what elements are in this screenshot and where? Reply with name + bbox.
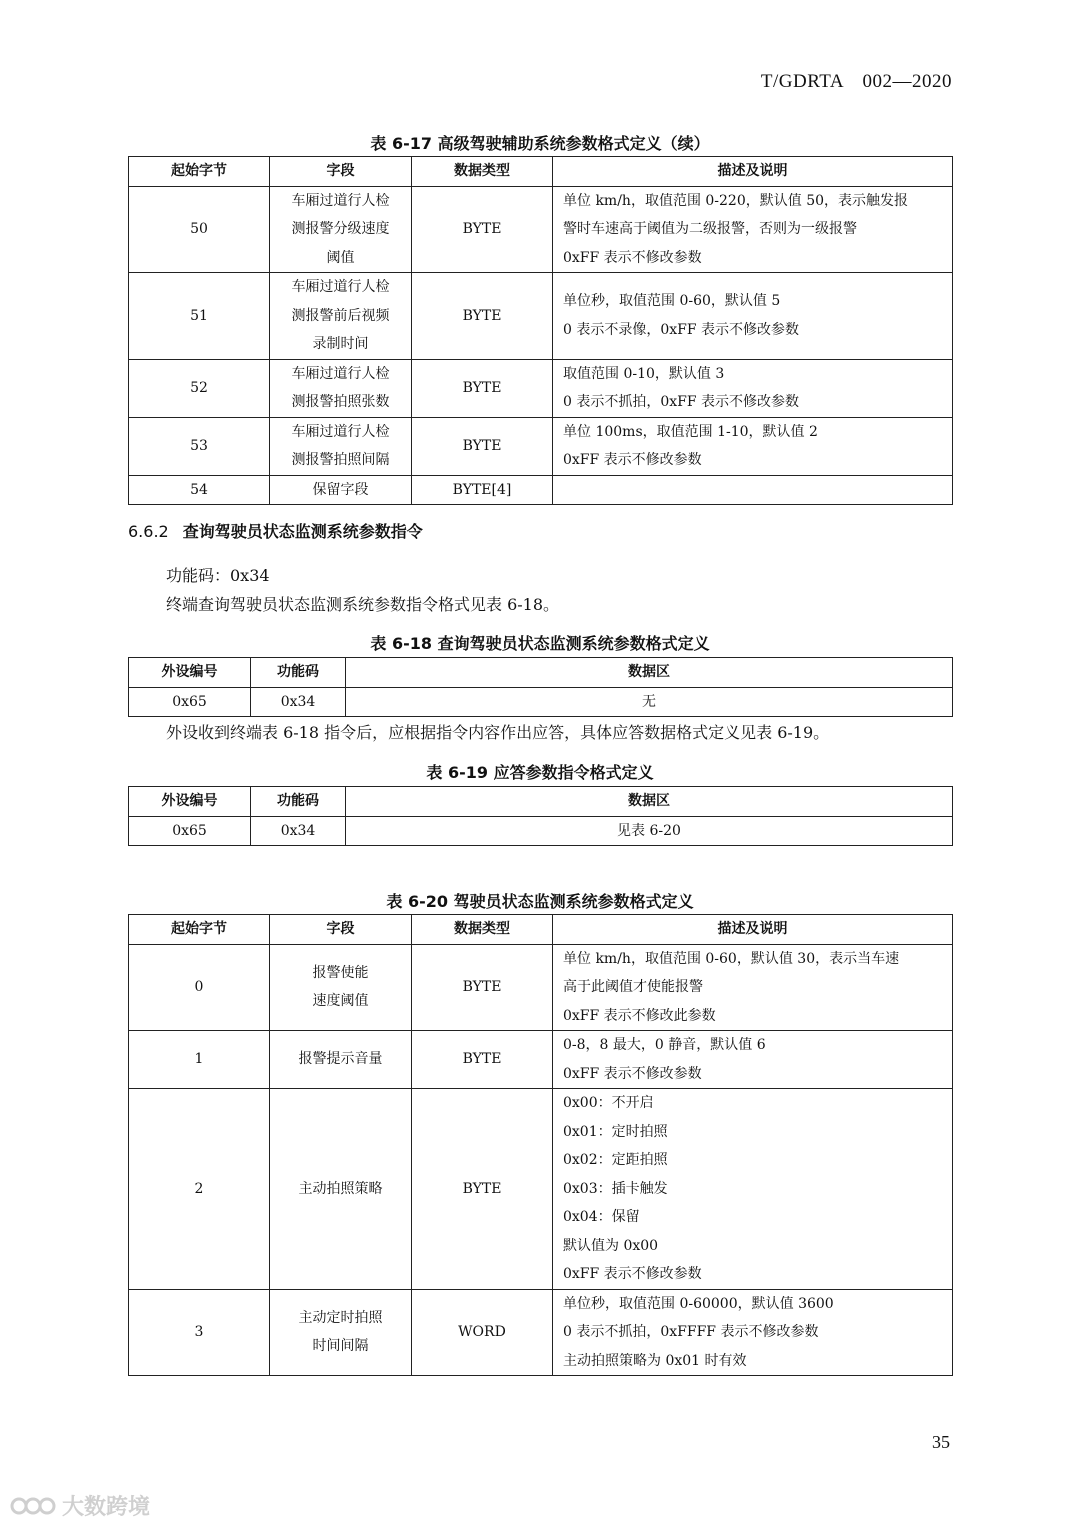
cell-start-byte: 53 <box>129 417 270 475</box>
description-line: 0xFF 表示不修改参数 <box>563 1065 702 1082</box>
description-line: 单位秒，取值范围 0-60000，默认值 3600 <box>563 1295 834 1312</box>
field-line: 测报警拍照张数 <box>291 394 390 410</box>
table-row <box>129 1089 953 1290</box>
table-6-20 <box>128 914 953 1376</box>
table-row <box>129 186 953 273</box>
field-line: 报警使能 <box>312 964 369 981</box>
cell-start-byte: 51 <box>129 273 270 360</box>
table-header-row <box>129 157 953 187</box>
func-code-line: 功能码：0x34 <box>166 566 270 585</box>
table-6-19-caption: 表 6-19 应答参数指令格式定义 <box>426 763 654 782</box>
cell-data-area: 见表 6-20 <box>346 816 953 846</box>
watermark-text: 大数跨境 <box>62 1495 151 1520</box>
cell-description <box>553 944 953 1031</box>
cell-description <box>553 475 953 505</box>
description-line: 单位 km/h，取值范围 0-60，默认值 30，表示当车速 <box>563 950 900 967</box>
description-line: 高于此阈值才使能报警 <box>563 979 703 995</box>
table-row <box>129 944 953 1031</box>
cell-data-type: BYTE <box>412 944 553 1031</box>
cell-field <box>270 944 412 1031</box>
cell-start-byte: 54 <box>129 475 270 505</box>
description-line: 取值范围 0-10，默认值 3 <box>563 365 725 382</box>
description-line: 0x04：保留 <box>563 1209 640 1225</box>
cell-data-type: BYTE <box>412 186 553 273</box>
field-line: 保留字段 <box>312 481 369 498</box>
description-line: 单位 km/h，取值范围 0-220，默认值 50，表示触发报 <box>563 192 909 209</box>
page-number: 35 <box>932 1432 950 1452</box>
col-header: 数据区 <box>346 658 953 688</box>
description-line: 0-8，8 最大，0 静音，默认值 6 <box>563 1037 766 1053</box>
field-line: 测报警前后视频 <box>291 307 390 324</box>
cell-description <box>553 1031 953 1089</box>
description-line: 0x02：定距拍照 <box>563 1152 668 1168</box>
cell-start-byte: 0 <box>129 944 270 1031</box>
field-line: 测报警分级速度 <box>291 221 390 237</box>
watermark <box>10 1490 150 1521</box>
col-header: 字段 <box>270 915 412 945</box>
table-6-17-caption: 表 6-17 高级驾驶辅助系统参数格式定义（续） <box>370 134 710 153</box>
cell-data-type: BYTE <box>412 273 553 360</box>
reply-paragraph: 外设收到终端表 6-18 指令后，应根据指令内容作出应答，具体应答数据格式定义见表 6-19。 <box>166 723 830 742</box>
cell-start-byte: 3 <box>129 1289 270 1376</box>
table-header-row <box>129 787 953 817</box>
cell-func-code: 0x34 <box>251 816 346 846</box>
field-line: 主动拍照策略 <box>298 1180 383 1197</box>
field-line: 时间间隔 <box>312 1338 369 1355</box>
table-6-20-caption: 表 6-20 驾驶员状态监测系统参数格式定义 <box>386 892 694 911</box>
description-line: 0 表示不抓拍，0xFFFF 表示不修改参数 <box>563 1324 819 1340</box>
cell-field <box>270 359 412 417</box>
table-6-19 <box>128 786 953 846</box>
col-header: 外设编号 <box>129 787 251 817</box>
table-row <box>129 1031 953 1089</box>
cell-device-id: 0x65 <box>129 687 251 717</box>
cell-data-area: 无 <box>346 687 953 717</box>
description-line: 0x00：不开启 <box>563 1095 654 1111</box>
cell-start-byte: 1 <box>129 1031 270 1089</box>
table-header-row <box>129 915 953 945</box>
cell-description <box>553 1289 953 1376</box>
field-line: 阈值 <box>326 249 355 266</box>
description-line: 单位 100ms，取值范围 1-10，默认值 2 <box>563 423 818 440</box>
description-line <box>563 476 952 505</box>
col-header: 功能码 <box>251 787 346 817</box>
col-header: 起始字节 <box>129 915 270 945</box>
cell-field <box>270 475 412 505</box>
table-6-18-caption: 表 6-18 查询驾驶员状态监测系统参数格式定义 <box>370 634 710 653</box>
table-row <box>129 417 953 475</box>
intro-line: 终端查询驾驶员状态监测系统参数指令格式见表 6-18。 <box>166 595 560 614</box>
table-row <box>129 475 953 505</box>
cell-data-type: BYTE[4] <box>412 475 553 505</box>
description-line: 0xFF 表示不修改参数 <box>563 452 702 468</box>
section-number: 6.6.2 <box>128 522 169 541</box>
cell-description <box>553 359 953 417</box>
col-header: 起始字节 <box>129 157 270 187</box>
cell-device-id: 0x65 <box>129 816 251 846</box>
field-line: 车厢过道行人检 <box>291 423 390 440</box>
section-heading <box>128 519 423 542</box>
cell-data-type: BYTE <box>412 359 553 417</box>
description-line: 0xFF 表示不修改此参数 <box>563 1007 716 1024</box>
cell-data-type: BYTE <box>412 1031 553 1089</box>
col-header: 描述及说明 <box>553 157 953 187</box>
cell-description <box>553 273 953 360</box>
cell-start-byte: 50 <box>129 186 270 273</box>
field-line: 测报警拍照间隔 <box>291 452 390 468</box>
field-line: 车厢过道行人检 <box>291 365 390 382</box>
doc-id: T/GDRTA 002—2020 <box>760 71 952 92</box>
col-header: 数据区 <box>346 787 953 817</box>
table-row <box>129 687 953 717</box>
col-header: 数据类型 <box>412 915 553 945</box>
field-line: 车厢过道行人检 <box>291 279 390 295</box>
cell-description <box>553 1089 953 1290</box>
description-line: 主动拍照策略为 0x01 时有效 <box>563 1352 747 1369</box>
cell-field <box>270 1089 412 1290</box>
cell-data-type: BYTE <box>412 417 553 475</box>
cell-field <box>270 417 412 475</box>
col-header: 数据类型 <box>412 157 553 187</box>
description-line: 默认值为 0x00 <box>563 1237 659 1254</box>
description-line: 0xFF 表示不修改参数 <box>563 1266 702 1282</box>
description-line: 0x03：插卡触发 <box>563 1180 668 1197</box>
cell-data-type: WORD <box>412 1289 553 1376</box>
table-row <box>129 273 953 360</box>
col-header: 功能码 <box>251 658 346 688</box>
cell-field <box>270 186 412 273</box>
description-line: 0 表示不录像，0xFF 表示不修改参数 <box>563 321 800 338</box>
table-row <box>129 816 953 846</box>
table-row <box>129 1289 953 1376</box>
field-line: 报警提示音量 <box>298 1051 383 1068</box>
table-row <box>129 359 953 417</box>
description-line: 警时车速高于阈值为二级报警，否则为一级报警 <box>563 221 857 237</box>
cell-field <box>270 1289 412 1376</box>
cell-func-code: 0x34 <box>251 687 346 717</box>
field-line: 录制时间 <box>312 336 369 352</box>
col-header: 外设编号 <box>129 658 251 688</box>
cell-start-byte: 2 <box>129 1089 270 1290</box>
table-header-row <box>129 658 953 688</box>
col-header: 字段 <box>270 157 412 187</box>
cell-field <box>270 1031 412 1089</box>
description-line: 单位秒，取值范围 0-60，默认值 5 <box>563 293 781 310</box>
field-line: 车厢过道行人检 <box>291 192 390 209</box>
cell-field <box>270 273 412 360</box>
cell-data-type: BYTE <box>412 1089 553 1290</box>
col-header: 描述及说明 <box>553 915 953 945</box>
table-6-20-body <box>129 944 953 1376</box>
description-line: 0x01：定时拍照 <box>563 1123 668 1140</box>
table-6-18 <box>128 657 953 717</box>
description-line: 0xFF 表示不修改参数 <box>563 249 702 266</box>
field-line: 速度阈值 <box>312 993 369 1010</box>
table-6-17 <box>128 156 953 505</box>
field-line: 主动定时拍照 <box>298 1309 383 1326</box>
cell-description <box>553 417 953 475</box>
table-6-17-body <box>129 186 953 505</box>
description-line: 0 表示不抓拍，0xFF 表示不修改参数 <box>563 394 800 410</box>
section-title: 查询驾驶员状态监测系统参数指令 <box>182 522 423 541</box>
cell-start-byte: 52 <box>129 359 270 417</box>
watermark-logo-icon <box>10 1493 56 1519</box>
cell-description <box>553 186 953 273</box>
